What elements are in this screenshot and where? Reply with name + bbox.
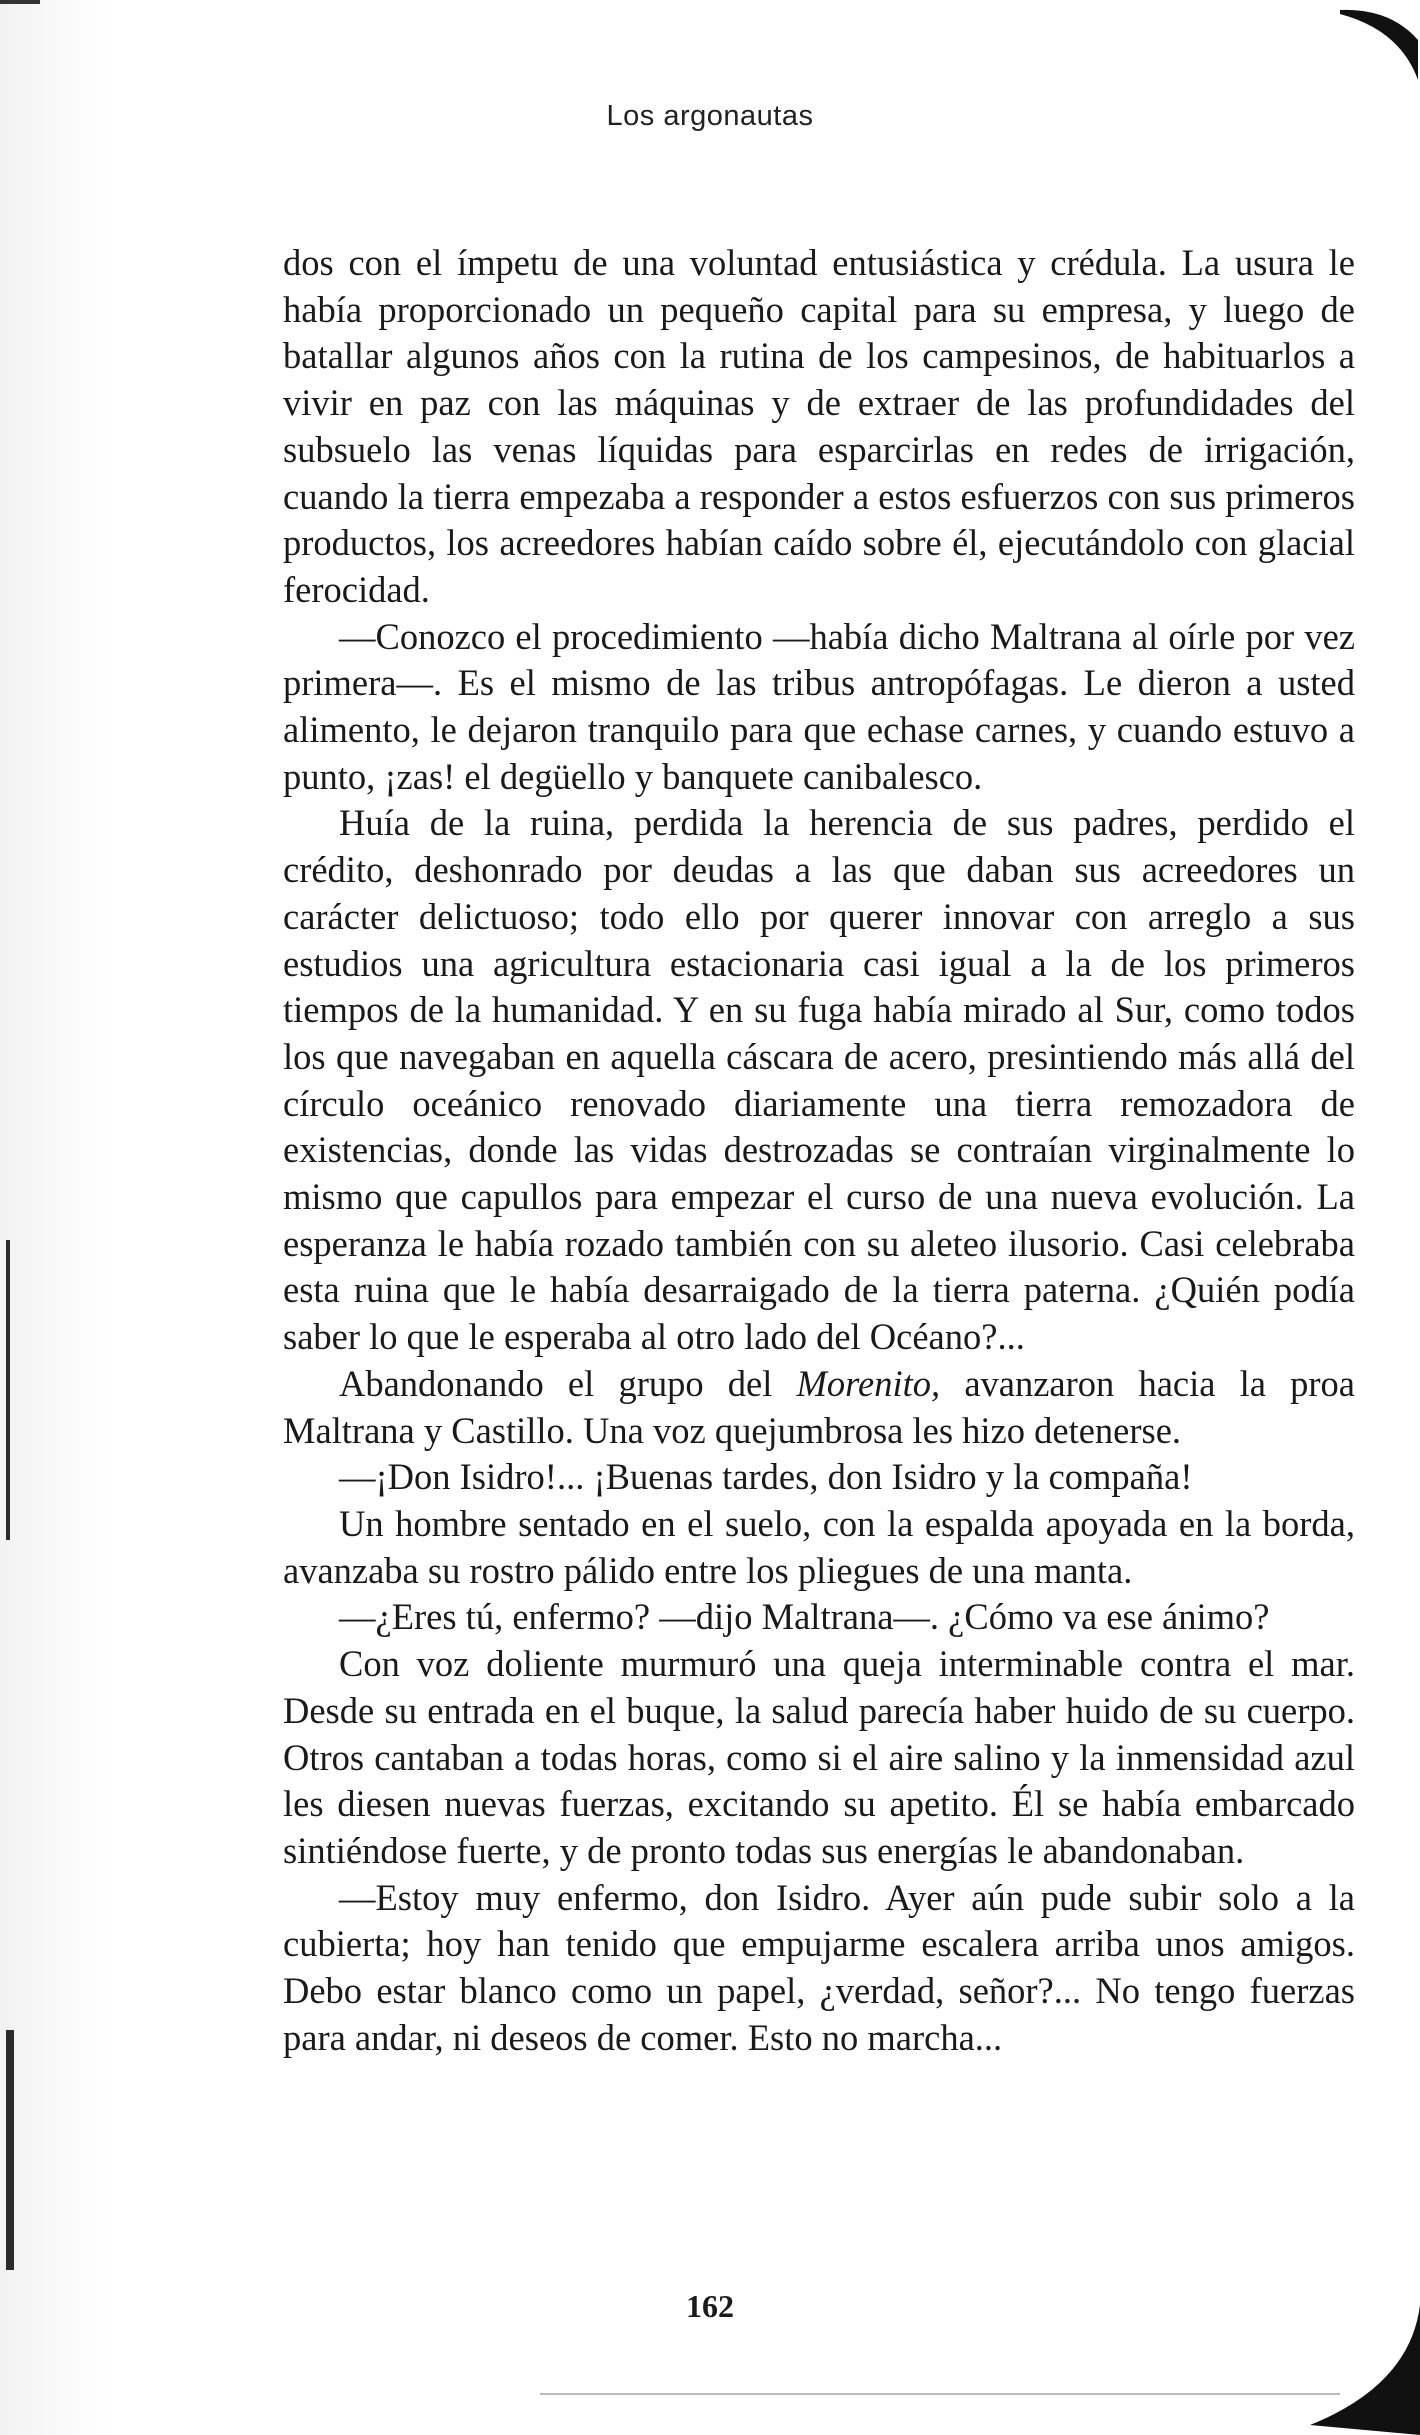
- scan-gutter-shadow: [0, 0, 110, 2435]
- paragraph-4-text-after: avanzaron hacia la proa Maltrana y Castillo. Una voz quejumbrosa les hizo detenerse.: [283, 1362, 1355, 1451]
- scan-mark-top-left: [0, 0, 40, 4]
- paragraph-1: dos con el ímpetu de una voluntad entusiástica y crédula. La usura le había proporcionado un pequeño capital para su empresa, y luego de batallar algunos años con la rutina de los campesinos, de habituarlos a vivir en paz con las máquinas y de extraer de las profundidades del subsuelo las venas líquidas para esparcirlas en redes de irrigación, cuando la tierra empezaba a responder a estos esfuerzos con sus primeros productos, los acreedores habían caído sobre él, ejecutándolo con glacial ferocidad.: [283, 242, 1355, 610]
- scan-corner-top-right: [1300, 0, 1420, 90]
- page-number: 162: [686, 2288, 734, 2324]
- paragraph-4-text-before: Abandonando el grupo del: [339, 1362, 797, 1404]
- scan-gutter-line-upper: [6, 1240, 10, 1540]
- scan-gutter-line-lower: [6, 2030, 14, 2270]
- paragraph-3: Huía de la ruina, perdida la herencia de sus padres, perdido el crédito, deshonrado por deudas a las que daban sus acreedores un carácter delictuoso; todo ello por querer innovar con arreglo a sus estudios una agricultura estacionaria casi igual a la de los primeros tiempos de la humanidad. Y en su fuga había mirado al Sur, como todos los que navegaban en aquella cáscara de acero, presintiendo más allá del círculo oceánico renovado diariamente una tierra remozadora de existencias, donde las vidas destrozadas se contraían virginalmente lo mismo que capullos para empezar el curso de una nueva evolución. La esperanza le había rozado también con su aleteo ilusorio. Casi celebraba esta ruina que le había desarraigado de la tierra paterna. ¿Quién podía saber lo que le esperaba al otro lado del Océano?...: [283, 802, 1355, 1358]
- paragraph-4-italic-name: Morenito,: [796, 1362, 941, 1404]
- paragraph-4: [283, 1361, 1355, 1454]
- scan-bottom-rule: [540, 2393, 1340, 2395]
- paragraph-9: —Estoy muy enfermo, don Isidro. Ayer aún pude subir solo a la cubierta; hoy han tenido que empujarme escalera arriba unos amigos. Debo estar blanco como un papel, ¿verdad, señor?... No tengo fuerzas para andar, ni deseos de comer. Esto no marcha...: [283, 1876, 1355, 2058]
- paragraph-2: —Conozco el procedimiento —había dicho Maltrana al oírle por vez primera—. Es el mismo de las tribus antropófagas. Le dieron a usted alimento, le dejaron tranquilo para que echase carnes, y cuando estuvo a punto, ¡zas! el degüello y banquete canibalesco.: [283, 615, 1355, 797]
- paragraph-5: —¡Don Isidro!... ¡Buenas tardes, don Isidro y la compaña!: [339, 1456, 1193, 1498]
- paragraph-7: —¿Eres tú, enfermo? —dijo Maltrana—. ¿Cómo va ese ánimo?: [339, 1596, 1270, 1638]
- page-body: [283, 240, 1355, 2061]
- paragraph-8: Con voz doliente murmuró una queja interminable contra el mar. Desde su entrada en el buque, la salud parecía haber huido de su cuerpo. Otros cantaban a todas horas, como si el aire salino y la inmensidad azul les diesen nuevas fuerzas, excitando su apetito. Él se había embarcado sintiéndose fuerte, y de pronto todas sus energías le abandonaban.: [283, 1643, 1355, 1871]
- running-head: Los argonautas: [606, 100, 814, 132]
- paragraph-6: Un hombre sentado en el suelo, con la espalda apoyada en la borda, avanzaba su rostro pálido entre los pliegues de una manta.: [283, 1502, 1355, 1591]
